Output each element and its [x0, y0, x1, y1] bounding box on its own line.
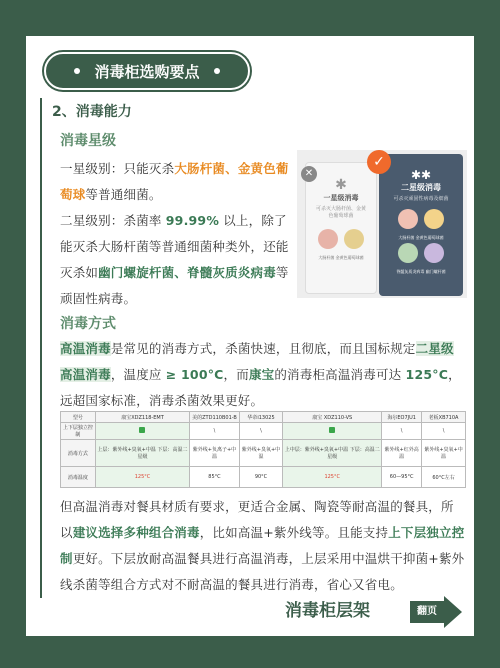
close-icon: ✕	[301, 166, 317, 182]
highlight-text: 99.99%	[165, 213, 220, 228]
table-cell: 紫外线+红外高温	[382, 440, 422, 467]
germ-icon	[398, 209, 418, 229]
highlight-text: 大肠杆菌、金黄色葡萄球	[60, 161, 289, 202]
table-cell: 紫外线+臭氧+中温	[422, 440, 466, 467]
table-cell: 125°C	[283, 467, 382, 488]
germ-icon	[344, 229, 364, 249]
germ-labels	[306, 255, 376, 261]
text: 的消毒柜高温消毒可达	[274, 367, 406, 382]
text: 以上，除了能灭杀大肠杆菌等普通细菌种类外，还能灭杀如	[60, 213, 289, 280]
table-header-cell: 美的ZTD110B01-B	[190, 412, 240, 423]
star-level-2-paragraph	[60, 208, 290, 312]
table-cell: 紫外线+臭氧+中温	[239, 440, 283, 467]
germ-icon	[424, 243, 444, 263]
table-header-cell: 老板XB710A	[422, 412, 466, 423]
text: 但高温消毒对餐具材质有要求，更适合金属、陶瓷等耐高温的餐具，所以	[60, 499, 454, 540]
arrow-right-icon	[444, 596, 462, 628]
text: ，温度应	[110, 367, 166, 382]
table-cell: \	[382, 423, 422, 440]
bullet-dot-icon	[214, 68, 220, 74]
text: 等顽固性病毒。	[60, 265, 289, 306]
next-page-label: 翻页	[410, 601, 444, 623]
two-star-title: 二星级消毒	[401, 183, 441, 192]
table-header-cell: 康宝XDZ118-EMT	[95, 412, 189, 423]
check-icon	[139, 427, 145, 433]
highlight-text: 康宝	[248, 367, 275, 382]
table-cell: 紫外线+负离子+中温	[190, 440, 240, 467]
star-heading: 消毒星级	[60, 133, 116, 149]
table-cell: \	[239, 423, 283, 440]
text: 是常见的消毒方式，杀菌快速，且彻底，而且国标规定	[110, 341, 416, 356]
table-cell	[95, 423, 189, 440]
germ-icon	[424, 209, 444, 229]
one-star-subtitle: 可杀灭大肠杆菌、金黄色葡萄球菌	[315, 206, 366, 219]
check-icon: ✓	[367, 150, 391, 174]
germ-labels	[379, 269, 463, 275]
row-label: 消毒方式	[61, 440, 96, 467]
highlight-text: 二星级高温消毒	[60, 341, 454, 382]
highlight-text: 125°C	[405, 367, 449, 382]
text: 等普通细菌。	[85, 187, 162, 202]
text: ，比如高温+紫外线等。且能支持	[199, 525, 389, 540]
table-cell: 90°C	[239, 467, 283, 488]
table-header-cell: 海尔EO7JU1	[382, 412, 422, 423]
highlight-text: 上下层独立控制	[60, 525, 465, 566]
germ-icon	[318, 229, 338, 249]
one-star-title: 一星级消毒	[323, 194, 359, 202]
table-cell: 85°C	[190, 467, 240, 488]
table-header-cell: 华帝i13025	[239, 412, 283, 423]
germ-label: 大肠杆菌	[318, 255, 335, 260]
germ-label: 脊髓灰质炎病毒	[396, 269, 425, 274]
closing-paragraph	[60, 494, 466, 598]
highlight-text: 幽门螺旋杆菌、脊髓灰质炎病毒	[98, 265, 276, 280]
germ-label: 幽门螺杆菌	[425, 269, 446, 274]
two-star-card	[379, 154, 463, 296]
bullet-dot-icon	[74, 68, 80, 74]
method-paragraph	[60, 336, 466, 414]
table-header-row	[61, 412, 466, 423]
table-cell: 125°C	[95, 467, 189, 488]
text: ，远超国家标准，消毒杀菌效果更好。	[60, 367, 461, 408]
star-level-1-paragraph	[60, 156, 290, 208]
check-icon	[329, 427, 335, 433]
next-section-title: 消毒柜层架	[285, 601, 370, 621]
title-pill	[44, 52, 250, 90]
table-cell: 60°C左右	[422, 467, 466, 488]
table-cell: 上层：紫外线+臭氧+中温 下层：高温二星级	[95, 440, 189, 467]
table-cell	[283, 423, 382, 440]
table-row	[61, 440, 466, 467]
star-icon: ✱	[335, 177, 347, 193]
text: 二星级别：杀菌率	[60, 213, 166, 228]
table-header-cell: 康宝 XDZ110-VS	[283, 412, 382, 423]
germ-label: 金黄色葡萄球菌	[335, 255, 364, 260]
highlight-text: 高温消毒	[60, 341, 111, 356]
one-star-card	[305, 162, 377, 294]
text: 一星级别：只能灭杀	[60, 161, 175, 176]
text: 更好。下层放耐高温餐具进行高温消毒，上层采用中温烘干抑菌+紫外线杀菌等组合方式对不耐高温的餐具进行消毒，省心又省电。	[60, 551, 465, 592]
table-cell: \	[422, 423, 466, 440]
germ-label: 大肠杆菌	[398, 235, 415, 240]
germ-icon	[398, 243, 418, 263]
row-label: 上下层独立控制	[61, 423, 96, 440]
section-title: 2、消毒能力	[52, 104, 132, 120]
page-title: 消毒柜选购要点	[94, 62, 200, 81]
next-page-button[interactable]	[410, 596, 462, 628]
table-row	[61, 423, 466, 440]
table-cell: 60—95°C	[382, 467, 422, 488]
section-divider-line	[40, 98, 42, 598]
star-icon: ✱✱	[410, 168, 432, 182]
method-heading: 消毒方式	[60, 316, 116, 332]
table-header-cell: 型号	[61, 412, 96, 423]
germ-label: 金黄色葡萄球菌	[415, 235, 444, 240]
two-star-subtitle: 可杀灭顽固性病毒及细菌	[393, 196, 449, 202]
highlight-text: ≥ 100°C	[165, 367, 224, 382]
comparison-table	[60, 411, 466, 488]
table-cell: \	[190, 423, 240, 440]
table-row	[61, 467, 466, 488]
text: ，而	[223, 367, 249, 382]
table-cell: 上中层：紫外线+臭氧+中温 下层：高温二星级	[283, 440, 382, 467]
row-label: 消毒温度	[61, 467, 96, 488]
star-comparison-image	[297, 150, 467, 298]
highlight-text: 建议选择多种组合消毒	[72, 525, 200, 540]
